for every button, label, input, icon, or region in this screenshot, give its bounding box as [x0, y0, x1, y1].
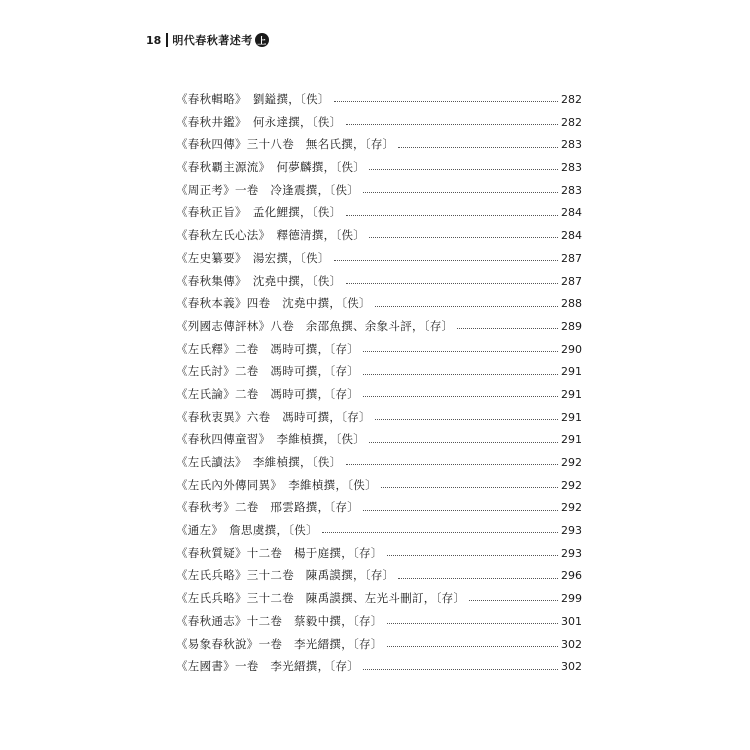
toc-entry-title: 《左氏兵略》三十二卷 陳禹謨撰，〔存〕 [176, 568, 395, 583]
toc-entry-page-number: 284 [561, 206, 582, 220]
dot-leader [381, 486, 558, 488]
dot-leader [398, 577, 558, 579]
toc-entry [176, 270, 582, 293]
toc-entry [176, 633, 582, 656]
toc-entry-page-number: 289 [561, 319, 582, 333]
toc-entry [176, 496, 582, 519]
table-of-contents [176, 88, 582, 678]
toc-entry-page-number: 287 [561, 274, 582, 288]
toc-entry-title: 《左國書》一卷 李光縉撰，〔存〕 [176, 659, 360, 674]
toc-entry [176, 111, 582, 134]
toc-entry-page-number: 302 [561, 660, 582, 674]
toc-entry [176, 587, 582, 610]
toc-entry-page-number: 292 [561, 478, 582, 492]
toc-entry [176, 315, 582, 338]
toc-entry-page-number: 290 [561, 342, 582, 356]
toc-entry [176, 428, 582, 451]
toc-entry-title: 《春秋四傳》三十八卷 無名氏撰，〔存〕 [176, 137, 395, 152]
dot-leader [469, 599, 558, 601]
toc-entry-title: 《左氏討》二卷 馮時可撰，〔存〕 [176, 364, 360, 379]
toc-entry-page-number: 299 [561, 592, 582, 606]
toc-entry-title: 《春秋質疑》十二卷 楊于庭撰，〔存〕 [176, 545, 383, 560]
toc-entry-title: 《通左》 詹思虞撰，〔佚〕 [176, 523, 318, 538]
dot-leader [363, 350, 558, 352]
dot-leader [369, 168, 558, 170]
dot-leader [346, 123, 559, 125]
toc-entry [176, 542, 582, 565]
toc-entry [176, 360, 582, 383]
toc-entry-page-number: 301 [561, 614, 582, 628]
toc-entry [176, 224, 582, 247]
toc-entry-title: 《列國志傳評林》八卷 余邵魚撰、余象斗評，〔存〕 [176, 318, 454, 333]
toc-entry-title: 《左史纂要》 湯宏撰，〔佚〕 [176, 250, 330, 265]
dot-leader [363, 373, 558, 375]
toc-entry-title: 《春秋正旨》 孟化鯉撰，〔佚〕 [176, 205, 342, 220]
dot-leader [369, 441, 558, 443]
toc-entry-page-number: 282 [561, 93, 582, 106]
toc-entry-title: 《春秋輯略》 劉鎰撰，〔佚〕 [176, 92, 330, 106]
dot-leader [346, 282, 559, 284]
dot-leader [346, 214, 559, 216]
toc-entry-title: 《春秋考》二卷 邢雲路撰，〔存〕 [176, 500, 360, 515]
toc-entry-page-number: 292 [561, 456, 582, 469]
toc-entry-page-number: 302 [561, 637, 582, 651]
dot-leader [363, 509, 558, 511]
toc-entry-page-number: 282 [561, 115, 582, 129]
dot-leader [334, 100, 558, 102]
toc-entry [176, 610, 582, 633]
dot-leader [375, 418, 558, 420]
page-number: 18 [146, 33, 162, 47]
dot-leader [363, 668, 558, 670]
dot-leader [334, 259, 558, 261]
toc-entry-page-number: 292 [561, 501, 582, 515]
toc-entry-title: 《春秋覇主源流》 何夢麟撰，〔佚〕 [176, 160, 366, 175]
dot-leader [375, 305, 558, 307]
toc-entry-page-number: 296 [561, 569, 582, 583]
toc-entry [176, 564, 582, 587]
toc-entry [176, 133, 582, 156]
dot-leader [369, 236, 558, 238]
toc-entry-title: 《春秋集傳》 沈堯中撰，〔佚〕 [176, 273, 342, 288]
toc-entry [176, 201, 582, 224]
toc-entry [176, 383, 582, 406]
dot-leader [346, 463, 559, 465]
toc-entry [176, 179, 582, 202]
toc-entry-title: 《易象春秋說》一卷 李光縉撰，〔存〕 [176, 636, 383, 651]
toc-entry [176, 406, 582, 429]
toc-entry-title: 《左氏讀法》 李維楨撰，〔佚〕 [176, 455, 342, 469]
volume-badge: 上 [255, 33, 269, 47]
toc-entry-title: 《春秋本義》四卷 沈堯中撰，〔佚〕 [176, 296, 371, 311]
toc-entry-page-number: 293 [561, 546, 582, 560]
toc-entry-page-number: 291 [561, 433, 582, 447]
toc-entry-title: 《左氏釋》二卷 馮時可撰，〔存〕 [176, 341, 360, 356]
toc-entry-title: 《春秋衷異》六卷 馮時可撰，〔存〕 [176, 409, 371, 424]
toc-entry-page-number: 291 [561, 410, 582, 424]
dot-leader [363, 191, 558, 193]
toc-entry-page-number: 288 [561, 297, 582, 311]
toc-entry-title: 《周正考》一卷 冷逢震撰，〔佚〕 [176, 182, 360, 197]
toc-entry [176, 156, 582, 179]
toc-entry [176, 247, 582, 270]
toc-entry-page-number: 284 [561, 229, 582, 243]
toc-entry-page-number: 283 [561, 161, 582, 175]
dot-leader [457, 327, 558, 329]
toc-entry-title: 《春秋四傳童習》 李維楨撰，〔佚〕 [176, 432, 366, 447]
toc-entry-page-number: 293 [561, 524, 582, 538]
toc-entry [176, 655, 582, 678]
toc-entry-page-number: 283 [561, 183, 582, 197]
toc-entry [176, 474, 582, 497]
header-divider [166, 33, 168, 47]
toc-entry-title: 《春秋井鑑》 何永達撰，〔佚〕 [176, 114, 342, 129]
toc-entry [176, 519, 582, 542]
toc-entry [176, 88, 582, 111]
dot-leader [387, 645, 558, 647]
toc-entry-title: 《左氏內外傳同異》 李維楨撰，〔佚〕 [176, 477, 377, 492]
toc-entry [176, 338, 582, 361]
toc-entry [176, 451, 582, 474]
book-title: 明代春秋著述考 [172, 34, 253, 47]
dot-leader [387, 554, 558, 556]
toc-entry-title: 《左氏論》二卷 馮時可撰，〔存〕 [176, 386, 360, 401]
toc-entry-page-number: 283 [561, 138, 582, 152]
dot-leader [387, 622, 558, 624]
toc-entry-title: 《春秋通志》十二卷 蔡毅中撰，〔存〕 [176, 613, 383, 628]
running-header [146, 31, 269, 49]
toc-entry-title: 《左氏兵略》三十二卷 陳禹謨撰、左光斗刪訂，〔存〕 [176, 591, 466, 606]
dot-leader [322, 531, 558, 533]
toc-entry-page-number: 291 [561, 387, 582, 401]
toc-entry [176, 292, 582, 315]
toc-entry-page-number: 291 [561, 365, 582, 379]
dot-leader [398, 146, 558, 148]
toc-entry-title: 《春秋左氏心法》 釋德清撰，〔佚〕 [176, 228, 366, 243]
toc-entry-page-number: 287 [561, 251, 582, 265]
dot-leader [363, 395, 558, 397]
